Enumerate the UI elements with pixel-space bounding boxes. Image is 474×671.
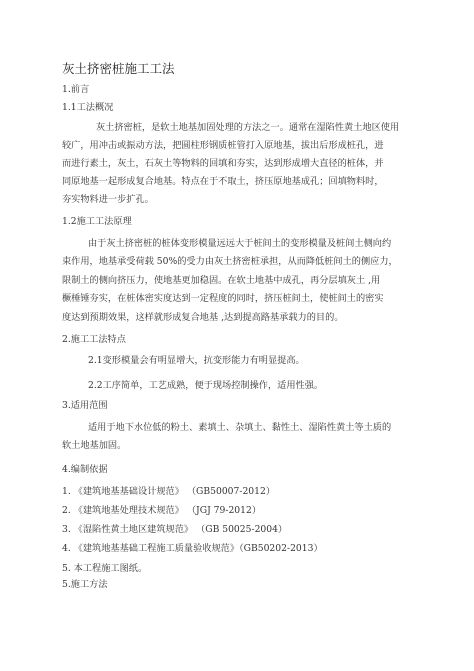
item-2-1: 2.1变形模量会有明显增大，抗变形能力有明显提高。 — [88, 355, 305, 366]
paragraph-1-2-line-2: 束作用，地基承受荷载 50%的受力由灰土挤密桩承担，从而降低桩间土的侧应力， — [62, 256, 398, 267]
paragraph-3-line-1: 适用于地下水位低的粉土、素填土、杂填土、黏性土、湿陷性黄土等土质的 — [88, 422, 392, 433]
section-heading-1-1: 1.1工法概况 — [62, 102, 114, 113]
paragraph-1-2-line-4: 橛棰锤夯实，在桩体密实度达到一定程度的同时，挤压桩间土，使桩间土的密实 — [62, 293, 384, 304]
reference-item-1: 1. 《建筑地基基础设计规范》 （GB50007-2012） — [62, 486, 276, 497]
section-heading-2: 2.施工工法特点 — [62, 334, 126, 345]
paragraph-1-1-line-5: 夯实物料进一步扩孔。 — [62, 194, 154, 205]
section-heading-5: 5.施工方法 — [62, 579, 108, 590]
item-2-2: 2.2工序简单，工艺成熟，便于现场控制操作，适用性强。 — [88, 380, 324, 391]
section-heading-1: 1.前言 — [62, 84, 90, 95]
paragraph-3-line-2: 软土地基加固。 — [62, 440, 127, 451]
reference-item-3: 3. 《湿陷性黄土地区建筑规范》 （GB 50025-2004） — [62, 524, 288, 535]
paragraph-1-2-line-3: 限制土的侧向挤压力，使地基更加稳固。在软土地基中成孔，再分层填灰土 ,用 — [62, 275, 381, 286]
paragraph-1-1-line-3: 而进行素土，灰土，石灰土等物料的回填和夯实，达到形成增大直径的桩体，并 — [62, 158, 384, 169]
paragraph-1-1-line-2: 较广，用冲击或振动方法，把圆柱形钢质桩管打入原地基，拔出后形成桩孔，进 — [62, 140, 384, 151]
document-title: 灰土挤密桩施工工法 — [62, 61, 175, 76]
paragraph-1-2-line-1: 由于灰土挤密桩的桩体变形模量远远大于桩间土的变形模量及桩间土侧向约 — [88, 238, 392, 249]
section-heading-1-2: 1.2施工工法原理 — [62, 216, 132, 227]
paragraph-1-1-line-1: 灰土挤密桩，是软土地基加固处理的方法之一。通常在湿陷性黄土地区使用 — [96, 122, 400, 133]
paragraph-1-1-line-4: 同原地基一起形成复合地基。特点在于不取土，挤压原地基成孔；回填物料时， — [62, 176, 384, 187]
reference-item-4: 4. 《建筑地基基础工程施工质量验收规范》（GB50202-2013） — [62, 543, 323, 554]
reference-item-5: 5. 本工程施工图纸。 — [62, 563, 148, 574]
reference-item-2: 2. 《建筑地基处理技术规范》 （JGJ 79-2012） — [62, 505, 262, 516]
section-heading-3: 3.适用范围 — [62, 400, 108, 411]
paragraph-1-2-line-5: 度达到预期效果，这样就形成复合地基 ,达到提高路基承载力的目的。 — [62, 312, 344, 323]
section-heading-4: 4.编制依据 — [62, 464, 108, 475]
